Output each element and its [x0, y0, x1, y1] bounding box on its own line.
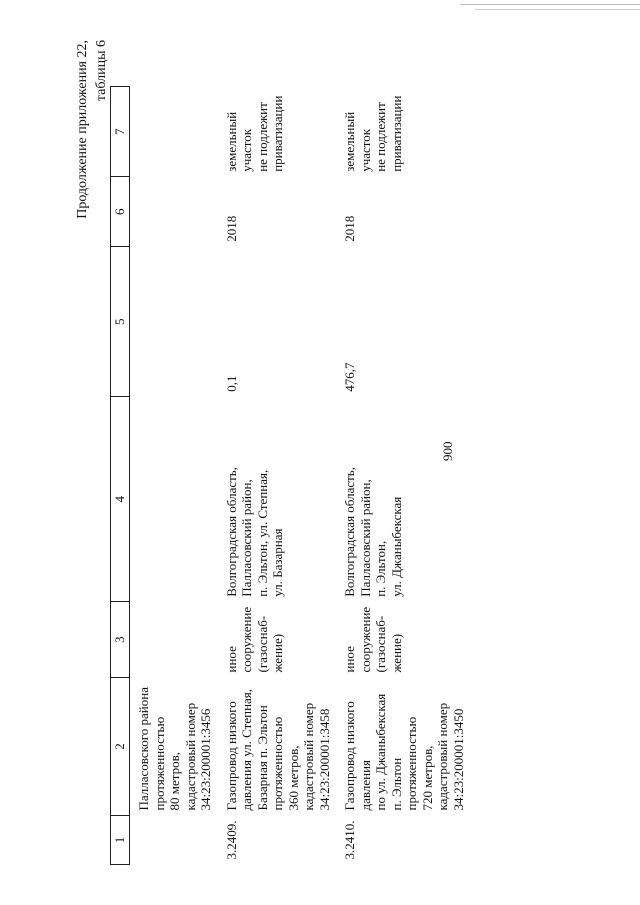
object-type — [130, 602, 220, 678]
object-note — [130, 87, 220, 177]
column-header: 2 — [111, 678, 130, 816]
column-header: 7 — [111, 87, 130, 177]
object-name: Газопровод низкого давления по ул. Джаныбекская п. Эльтон протяженностью 720 метров, кадастровый номер 34:23:200001:3450 — [342, 693, 466, 811]
row-number: 3.2409. — [223, 820, 239, 860]
object-type: иное сооружение (газоснаб- жение) — [342, 606, 404, 673]
object-value: 476,7 — [342, 362, 357, 392]
table-row — [130, 87, 220, 865]
object-address — [130, 397, 220, 602]
object-year — [130, 177, 220, 247]
continuation-note — [73, 40, 111, 360]
column-header: 4 — [111, 397, 130, 602]
column-header: 1 — [111, 816, 130, 865]
object-year: 2018 — [342, 215, 357, 242]
table-row — [338, 87, 472, 865]
row-number — [130, 816, 220, 865]
object-year: 2018 — [223, 215, 239, 242]
page-number: 900 — [440, 441, 455, 461]
column-header: 3 — [111, 602, 130, 678]
object-type: иное сооружение (газоснаб- жение) — [223, 606, 285, 673]
object-note: земельный участок не подлежит приватизации — [342, 95, 404, 172]
continuation-line: таблицы 6 — [94, 40, 109, 102]
header-row — [111, 87, 130, 865]
object-name: Палласовского района протяженностью 80 метров, кадастровый номер 34:23:200001:3456 — [136, 687, 213, 811]
object-address: Волгоградская область, Палласовский район, п. Эльтон, ул. Джаныбекская — [342, 467, 404, 597]
object-address: Волгоградская область, Палласовский район, п. Эльтон, ул. Степная, ул. Базарная — [223, 467, 285, 597]
row-number: 3.2410. — [342, 820, 357, 860]
object-note: земельный участок не подлежит приватизации — [223, 95, 285, 172]
property-table — [110, 86, 472, 865]
table-row — [220, 87, 339, 865]
continuation-line: Продолжение приложения 22, — [75, 40, 90, 219]
column-header: 5 — [111, 247, 130, 397]
object-value: 0,1 — [223, 375, 239, 392]
column-header: 6 — [111, 177, 130, 247]
object-name: Газопровод низкого давления ул. Степная, Базарная п. Эльтон протяженностью 360 метров, кадастровый номер 34:23:200001:3458 — [223, 688, 332, 811]
object-value — [130, 247, 220, 397]
